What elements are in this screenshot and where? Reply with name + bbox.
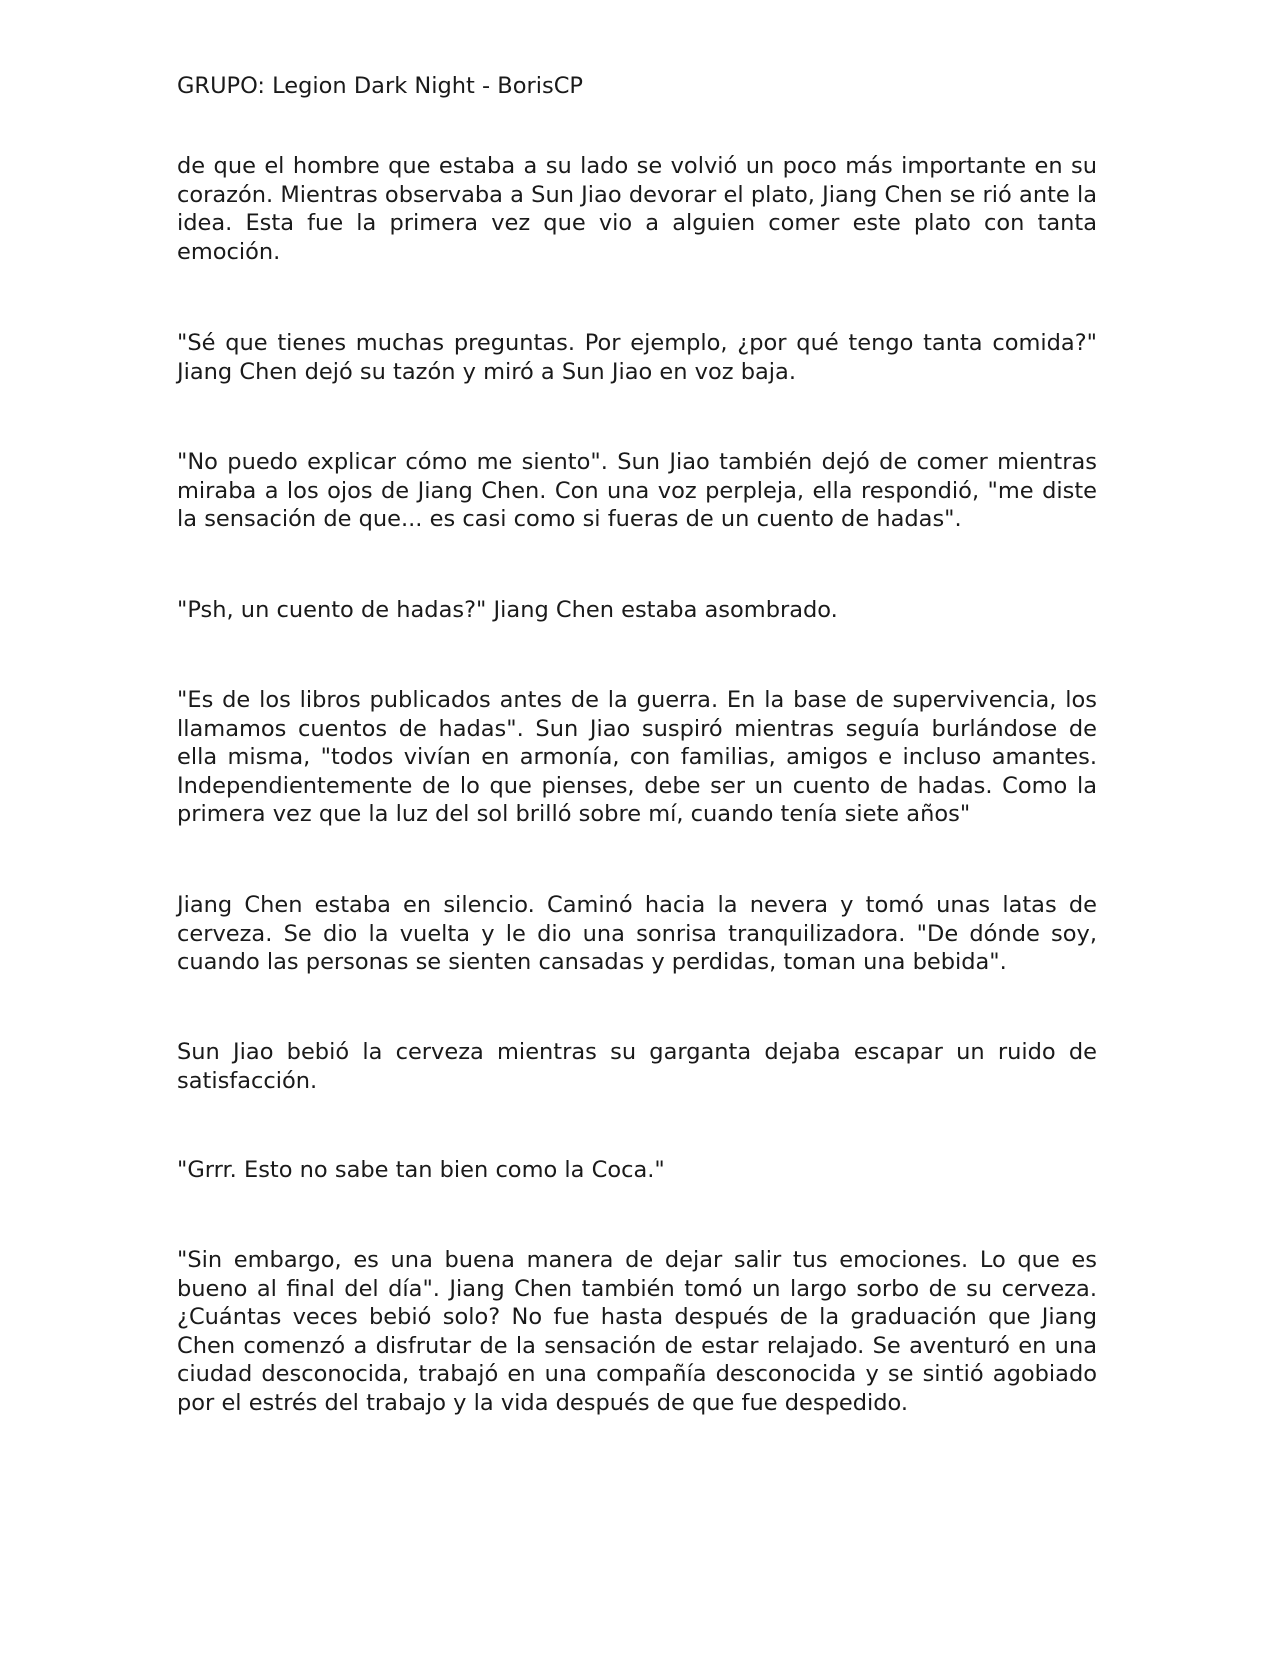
paragraph: "Sin embargo, es una buena manera de dejar salir tus emociones. Lo que es bueno al final del día". Jiang Chen también tomó un largo sorbo de su cerveza. ¿Cuántas veces bebió solo? No fue hasta después de la graduación que Jiang Chen comenzó a disfrutar de la sensación de estar relajado. Se aventuró en una ciudad desconocida, trabajó en una compañía desconocida y se sintió agobiado por el estrés del trabajo y la vida después de que fue despedido.	[177, 1247, 1097, 1416]
paragraph: "Es de los libros publicados antes de la guerra. En la base de supervivencia, los llamamos cuentos de hadas". Sun Jiao suspiró mientras seguía burlándose de ella misma, "todos vivían en armonía, con familias, amigos e incluso amantes. Independientemente de lo que pienses, debe ser un cuento de hadas. Como la primera vez que la luz del sol brilló sobre mí, cuando tenía siete años"	[177, 687, 1097, 828]
paragraph: de que el hombre que estaba a su lado se volvió un poco más importante en su corazón. Mientras observaba a Sun Jiao devorar el plato, Jiang Chen se rió ante la idea. Esta fue la primera vez que vio a alguien comer este plato con tanta emoción.	[177, 153, 1097, 265]
paragraph: "No puedo explicar cómo me siento". Sun Jiao también dejó de comer mientras miraba a los ojos de Jiang Chen. Con una voz perpleja, ella respondió, "me diste la sensación de que... es casi como si fueras de un cuento de hadas".	[177, 449, 1097, 533]
paragraph: Sun Jiao bebió la cerveza mientras su garganta dejaba escapar un ruido de satisfacción.	[177, 1039, 1097, 1094]
paragraph: "Grrr. Esto no sabe tan bien como la Coca."	[177, 1157, 665, 1183]
paragraph: "Psh, un cuento de hadas?" Jiang Chen estaba asombrado.	[177, 597, 838, 623]
paragraph: "Sé que tienes muchas preguntas. Por ejemplo, ¿por qué tengo tanta comida?" Jiang Chen dejó su tazón y miró a Sun Jiao en voz baja.	[177, 330, 1097, 385]
paragraph: Jiang Chen estaba en silencio. Caminó hacia la nevera y tomó unas latas de cerveza. Se dio la vuelta y le dio una sonrisa tranquilizadora. "De dónde soy, cuando las personas se sienten cansadas y perdidas, toman una bebida".	[177, 892, 1097, 976]
page-header: GRUPO: Legion Dark Night - BorisCP	[177, 73, 583, 99]
